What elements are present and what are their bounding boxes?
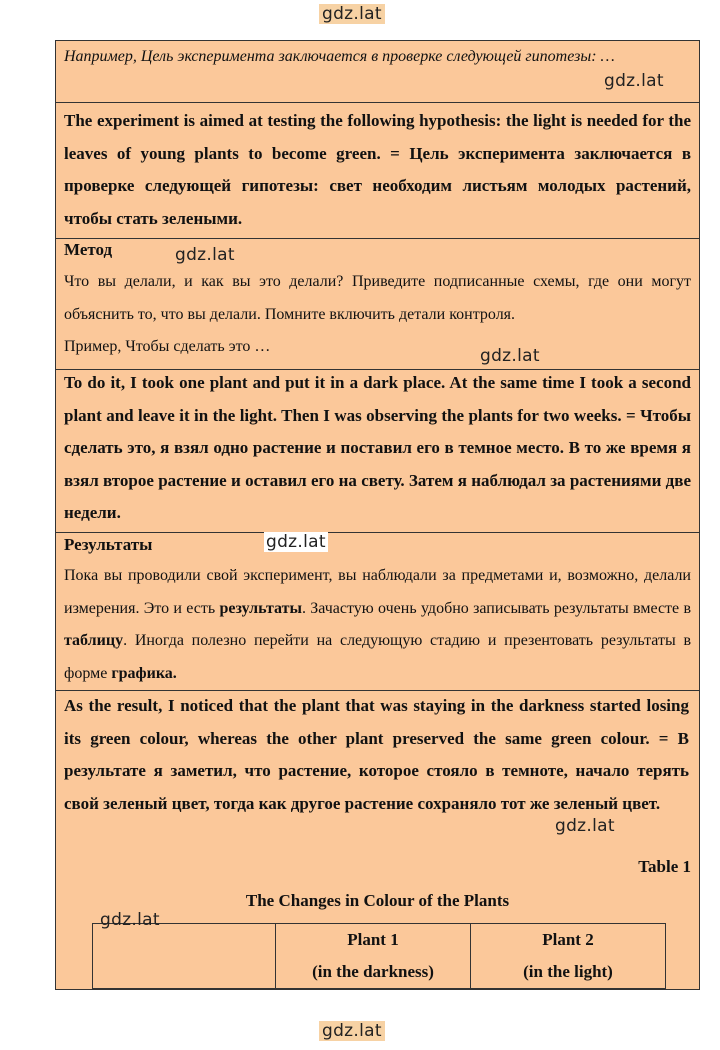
results-text-3: . Иногда полезно перейти на следующую стадию и презентовать результаты в форме <box>64 632 691 682</box>
results-answer-text: As the result, I noticed that the plant that was staying in the darkness started losing its green colour, whereas the other plant preserved the same green colour. = В результате я заметил, что растение, которое стояло в темноте, начало терять свой зеленый цвет, тогда как другое растение сохраняло тот же зеленый цвет. <box>64 696 689 813</box>
method-block <box>64 240 691 364</box>
table-cell-empty <box>93 924 275 988</box>
results-bold-1: результаты <box>219 599 302 617</box>
watermark-3: gdz.lat <box>480 346 540 366</box>
method-instructions: Что вы делали, и как вы это делали? Приведите подписанные схемы, где они могут объяснить то, что вы делали. Помните включить детали контроля. <box>64 273 691 323</box>
plant2-title: Plant 2 <box>542 930 594 949</box>
results-heading: Результаты <box>64 535 153 554</box>
plant2-subtitle: (in the light) <box>523 962 613 981</box>
row-results <box>56 533 699 691</box>
watermark-5: gdz.lat <box>555 816 615 836</box>
row-example-hint <box>56 41 699 103</box>
row-hypothesis <box>56 103 699 239</box>
method-example: Пример, Чтобы сделать это … <box>64 338 271 355</box>
method-heading: Метод <box>64 240 113 259</box>
row-method <box>56 239 699 370</box>
table-label: Table 1 <box>638 857 691 876</box>
watermark-6: gdz.lat <box>100 910 160 930</box>
table-header-plant2 <box>470 924 665 988</box>
watermark-2: gdz.lat <box>175 245 235 265</box>
worksheet-table <box>55 40 700 990</box>
changes-table <box>92 923 666 989</box>
table-title: The Changes in Colour of the Plants <box>245 891 510 910</box>
example-hint-text: Например, Цель эксперимента заключается в проверке следующей гипотезы: … <box>64 48 615 65</box>
results-text-1: Пока вы проводили свой эксперимент, вы наблюдали за предметами и, возможно, делали измерения. Это и есть <box>64 567 691 617</box>
results-bold-2: таблицу <box>64 632 124 649</box>
watermark-1: gdz.lat <box>604 71 664 91</box>
watermark-top: gdz.lat <box>319 4 385 24</box>
results-text-2: . Зачастую очень удобно записывать результаты вместе в <box>301 599 692 617</box>
results-paragraph <box>64 560 691 690</box>
plant1-title: Plant 1 <box>347 930 399 949</box>
method-answer-text: To do it, I took one plant and put it in a dark place. At the same time I took a second plant and leave it in the light. Then I was observing the plants for two weeks. = Чтобы сделать это, я взял одно растение и поставил его в темное место. В то же время я взял второе растение и оставил его на свету. Затем я наблюдал за растениями две недели. <box>64 373 691 522</box>
row-method-answer <box>56 370 699 533</box>
plant1-subtitle: (in the darkness) <box>312 962 434 981</box>
results-block <box>64 534 691 690</box>
watermark-4: gdz.lat <box>266 532 326 552</box>
watermark-bottom: gdz.lat <box>319 1021 385 1041</box>
results-bold-3: графика. <box>111 664 177 682</box>
table-header-plant1 <box>275 924 470 988</box>
hypothesis-text: The experiment is aimed at testing the following hypothesis: the light is needed for the leaves of young plants to become green. = Цель эксперимента заключается в проверке следующей гипотезы: свет необходим листьям молодых растений, чтобы стать зелеными. <box>64 111 691 228</box>
